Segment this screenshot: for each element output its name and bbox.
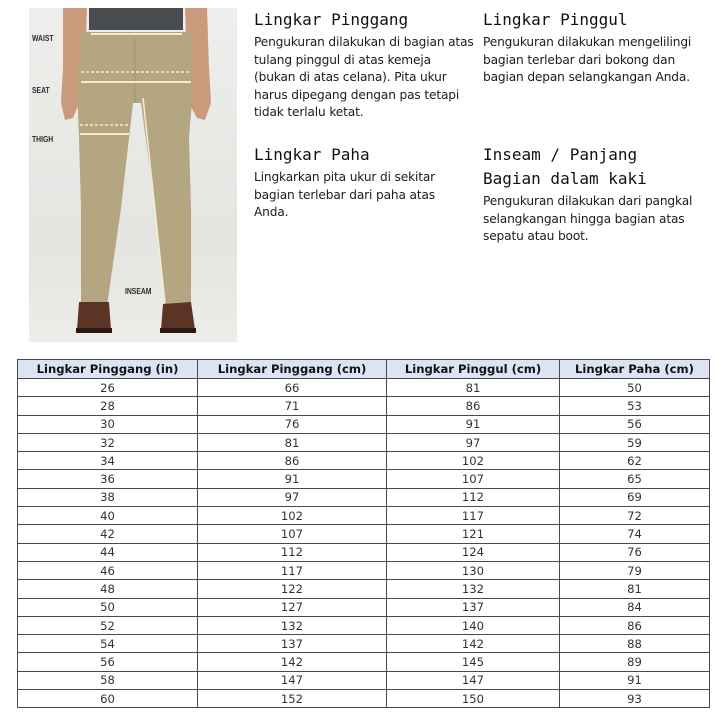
hip-cm-cell: 107 bbox=[387, 470, 560, 488]
thigh-cm-cell: 89 bbox=[560, 653, 710, 671]
waist-label: WAIST bbox=[32, 34, 54, 43]
hip-cm-cell: 147 bbox=[387, 671, 560, 689]
hip-cm-cell: 145 bbox=[387, 653, 560, 671]
thigh-cm-cell: 69 bbox=[560, 488, 710, 506]
waist-section-title: Lingkar Pinggang bbox=[254, 10, 409, 29]
thigh-cm-cell: 62 bbox=[560, 452, 710, 470]
waist-in-cell: 46 bbox=[18, 561, 198, 579]
table-row bbox=[18, 653, 710, 671]
hip-cm-cell: 130 bbox=[387, 561, 560, 579]
waist-cm-cell: 71 bbox=[198, 397, 387, 415]
table-row bbox=[18, 580, 710, 598]
thigh-cm-cell: 91 bbox=[560, 671, 710, 689]
waist-cm-cell: 132 bbox=[198, 616, 387, 634]
right-shoe-shape bbox=[161, 302, 195, 330]
waist-in-cell: 30 bbox=[18, 415, 198, 433]
table-row bbox=[18, 488, 710, 506]
thigh-cm-cell: 53 bbox=[560, 397, 710, 415]
table-row bbox=[18, 415, 710, 433]
thigh-cm-cell: 76 bbox=[560, 543, 710, 561]
thigh-section-text: Lingkarkan pita ukur di sekitar bagian terlebar dari paha atas Anda. bbox=[254, 170, 436, 219]
inseam-title-line1: Inseam / Panjang bbox=[483, 145, 638, 164]
table-row bbox=[18, 379, 710, 397]
seat-label: SEAT bbox=[32, 86, 50, 95]
waist-cm-cell: 112 bbox=[198, 543, 387, 561]
waist-in-cell: 52 bbox=[18, 616, 198, 634]
hip-section bbox=[483, 8, 705, 87]
thigh-section bbox=[254, 143, 459, 222]
waist-cm-cell: 152 bbox=[198, 690, 387, 708]
thigh-cm-cell: 65 bbox=[560, 470, 710, 488]
header-hip-cm: Lingkar Pinggul (cm) bbox=[387, 360, 560, 379]
waist-section bbox=[254, 8, 474, 122]
size-chart-table bbox=[17, 359, 710, 708]
waist-cm-cell: 147 bbox=[198, 671, 387, 689]
table-row bbox=[18, 690, 710, 708]
hip-cm-cell: 140 bbox=[387, 616, 560, 634]
waist-in-cell: 40 bbox=[18, 507, 198, 525]
waist-in-cell: 36 bbox=[18, 470, 198, 488]
waist-in-cell: 50 bbox=[18, 598, 198, 616]
hip-cm-cell: 121 bbox=[387, 525, 560, 543]
waist-in-cell: 44 bbox=[18, 543, 198, 561]
waist-cm-cell: 102 bbox=[198, 507, 387, 525]
hip-cm-cell: 102 bbox=[387, 452, 560, 470]
thigh-cm-cell: 50 bbox=[560, 379, 710, 397]
waist-in-cell: 38 bbox=[18, 488, 198, 506]
header-waist-in: Lingkar Pinggang (in) bbox=[18, 360, 198, 379]
table-row bbox=[18, 671, 710, 689]
inseam-label: INSEAM bbox=[125, 287, 152, 296]
waist-cm-cell: 107 bbox=[198, 525, 387, 543]
hip-cm-cell: 112 bbox=[387, 488, 560, 506]
table-header-row bbox=[18, 360, 710, 379]
waist-in-cell: 34 bbox=[18, 452, 198, 470]
left-sole bbox=[76, 328, 112, 333]
hip-cm-cell: 137 bbox=[387, 598, 560, 616]
waist-section-text: Pengukuran dilakukan di bagian atas tulang pinggul di atas kemeja (bukan di atas celana). Pita ukur harus dipegang dengan pas tetapi tidak terlalu ketat. bbox=[254, 35, 474, 119]
waist-in-cell: 26 bbox=[18, 379, 198, 397]
table-row bbox=[18, 397, 710, 415]
hip-cm-cell: 132 bbox=[387, 580, 560, 598]
hip-cm-cell: 124 bbox=[387, 543, 560, 561]
hip-cm-cell: 91 bbox=[387, 415, 560, 433]
hip-cm-cell: 97 bbox=[387, 433, 560, 451]
thigh-cm-cell: 93 bbox=[560, 690, 710, 708]
hip-cm-cell: 142 bbox=[387, 635, 560, 653]
waist-in-cell: 32 bbox=[18, 433, 198, 451]
waist-cm-cell: 86 bbox=[198, 452, 387, 470]
hip-section-text: Pengukuran dilakukan mengelilingi bagian terlebar dari bokong dan bagian depan selangkangan Anda. bbox=[483, 35, 692, 84]
waist-cm-cell: 117 bbox=[198, 561, 387, 579]
hip-cm-cell: 81 bbox=[387, 379, 560, 397]
waist-in-cell: 60 bbox=[18, 690, 198, 708]
waist-cm-cell: 81 bbox=[198, 433, 387, 451]
thigh-cm-cell: 88 bbox=[560, 635, 710, 653]
thigh-label: THIGH bbox=[32, 135, 54, 144]
inseam-section bbox=[483, 143, 698, 246]
table-row bbox=[18, 561, 710, 579]
waist-cm-cell: 137 bbox=[198, 635, 387, 653]
table-row bbox=[18, 470, 710, 488]
hip-cm-cell: 150 bbox=[387, 690, 560, 708]
waist-in-cell: 56 bbox=[18, 653, 198, 671]
thigh-cm-cell: 59 bbox=[560, 433, 710, 451]
table-row bbox=[18, 507, 710, 525]
header-waist-cm: Lingkar Pinggang (cm) bbox=[198, 360, 387, 379]
waist-in-cell: 42 bbox=[18, 525, 198, 543]
waist-cm-cell: 122 bbox=[198, 580, 387, 598]
right-sole bbox=[160, 328, 196, 333]
thigh-section-title: Lingkar Paha bbox=[254, 145, 370, 164]
waist-cm-cell: 142 bbox=[198, 653, 387, 671]
hip-section-title: Lingkar Pinggul bbox=[483, 10, 628, 29]
thigh-cm-cell: 74 bbox=[560, 525, 710, 543]
thigh-cm-cell: 81 bbox=[560, 580, 710, 598]
thigh-cm-cell: 56 bbox=[560, 415, 710, 433]
table-row bbox=[18, 543, 710, 561]
left-shoe-shape bbox=[77, 302, 111, 330]
thigh-cm-cell: 86 bbox=[560, 616, 710, 634]
waist-cm-cell: 66 bbox=[198, 379, 387, 397]
waist-cm-cell: 97 bbox=[198, 488, 387, 506]
waist-in-cell: 58 bbox=[18, 671, 198, 689]
thigh-cm-cell: 72 bbox=[560, 507, 710, 525]
table-row bbox=[18, 616, 710, 634]
waist-cm-cell: 127 bbox=[198, 598, 387, 616]
waist-in-cell: 48 bbox=[18, 580, 198, 598]
waist-in-cell: 28 bbox=[18, 397, 198, 415]
inseam-section-title bbox=[483, 143, 698, 191]
thigh-cm-cell: 79 bbox=[560, 561, 710, 579]
waist-cm-cell: 76 bbox=[198, 415, 387, 433]
waist-in-cell: 54 bbox=[18, 635, 198, 653]
inseam-title-line2: Bagian dalam kaki bbox=[483, 169, 647, 188]
hip-cm-cell: 117 bbox=[387, 507, 560, 525]
table-body bbox=[18, 379, 710, 708]
pants-measurement-photo bbox=[29, 8, 237, 342]
thigh-cm-cell: 84 bbox=[560, 598, 710, 616]
header-thigh-cm: Lingkar Paha (cm) bbox=[560, 360, 710, 379]
inseam-section-text: Pengukuran dilakukan dari pangkal selangkangan hingga bagian atas sepatu atau boot. bbox=[483, 194, 693, 243]
table-row bbox=[18, 433, 710, 451]
table-row bbox=[18, 635, 710, 653]
table-row bbox=[18, 598, 710, 616]
table-row bbox=[18, 525, 710, 543]
table-row bbox=[18, 452, 710, 470]
hip-cm-cell: 86 bbox=[387, 397, 560, 415]
shirt-shape bbox=[89, 8, 183, 30]
waist-cm-cell: 91 bbox=[198, 470, 387, 488]
